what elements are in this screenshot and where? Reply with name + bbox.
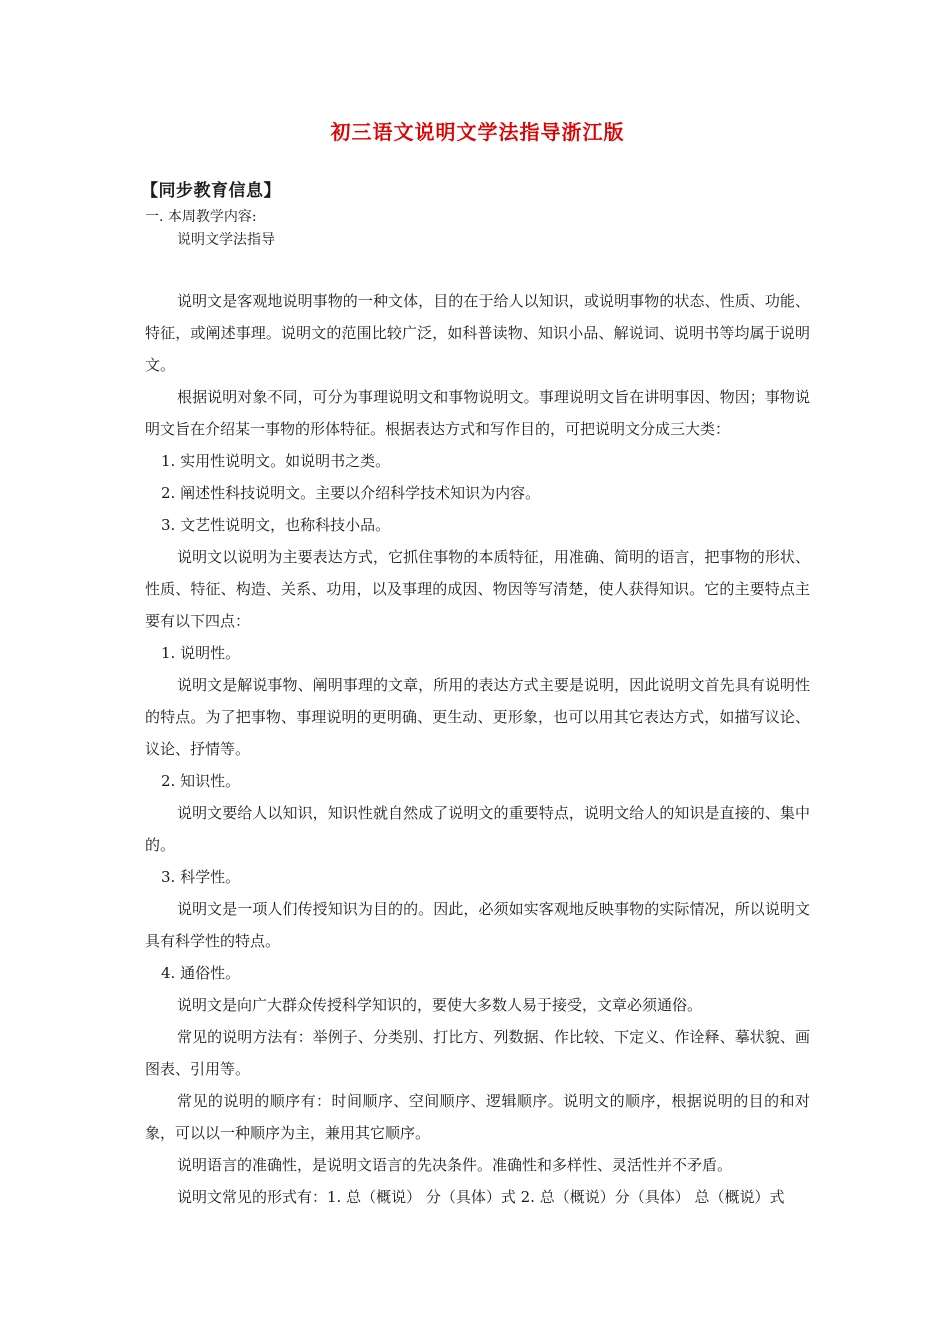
list-item: 4. 通俗性。 — [161, 964, 241, 982]
list-item: 2. 知识性。 — [161, 772, 241, 790]
list-item: 3. 文艺性说明文，也称科技小品。 — [161, 516, 391, 534]
paragraph: 说明文是解说事物、阐明事理的文章，所用的表达方式主要是说明，因此说明文首先具有说明性的特点。为了把事物、事理说明的更明确、更生动、更形象，也可以用其它表达方式，如描写议论、议论、抒情等。 — [145, 676, 810, 758]
paragraph: 说明文常见的形式有：1. 总（概说） 分（具体）式 2. 总（概说）分（具体） 总（概说）式 — [177, 1188, 785, 1206]
body-text — [145, 285, 810, 1213]
paragraph: 说明文要给人以知识，知识性就自然成了说明文的重要特点，说明文给人的知识是直接的、集中的。 — [145, 804, 810, 854]
teaching-content — [145, 206, 275, 252]
paragraph: 说明语言的准确性，是说明文语言的先决条件。准确性和多样性、灵活性并不矛盾。 — [177, 1156, 733, 1174]
list-item: 1. 说明性。 — [161, 644, 241, 662]
paragraph: 根据说明对象不同，可分为事理说明文和事物说明文。事理说明文旨在讲明事因、物因；事物说明文旨在介绍某一事物的形体特征。根据表达方式和写作目的，可把说明文分成三大类： — [145, 388, 810, 438]
paragraph: 说明文以说明为主要表达方式，它抓住事物的本质特征，用准确、简明的语言，把事物的形状、性质、特征、构造、关系、功用，以及事理的成因、物因等写清楚，使人获得知识。它的主要特点主要有以下四点： — [145, 548, 810, 630]
paragraph: 说明文是客观地说明事物的一种文体，目的在于给人以知识，或说明事物的状态、性质、功能、特征，或阐述事理。说明文的范围比较广泛，如科普读物、知识小品、解说词、说明书等均属于说明文。 — [145, 292, 810, 374]
list-item: 3. 科学性。 — [161, 868, 241, 886]
paragraph: 常见的说明的顺序有：时间顺序、空间顺序、逻辑顺序。说明文的顺序，根据说明的目的和对象，可以以一种顺序为主，兼用其它顺序。 — [145, 1092, 810, 1142]
paragraph: 常见的说明方法有：举例子、分类别、打比方、列数据、作比较、下定义、作诠释、摹状貌、画图表、引用等。 — [145, 1028, 810, 1078]
toc-line-2: 说明文学法指导 — [177, 232, 275, 248]
toc-line-1: 一. 本周教学内容: — [145, 209, 257, 225]
list-item: 1. 实用性说明文。如说明书之类。 — [161, 452, 391, 470]
paragraph: 说明文是一项人们传授知识为目的的。因此，必须如实客观地反映事物的实际情况，所以说明文具有科学性的特点。 — [145, 900, 810, 950]
list-item: 2. 阐述性科技说明文。主要以介绍科学技术知识为内容。 — [161, 484, 541, 502]
paragraph: 说明文是向广大群众传授科学知识的，要使大多数人易于接受，文章必须通俗。 — [177, 996, 703, 1014]
section-heading: 【同步教育信息】 — [141, 181, 281, 201]
document-title: 初三语文说明文学法指导浙江版 — [330, 120, 625, 144]
